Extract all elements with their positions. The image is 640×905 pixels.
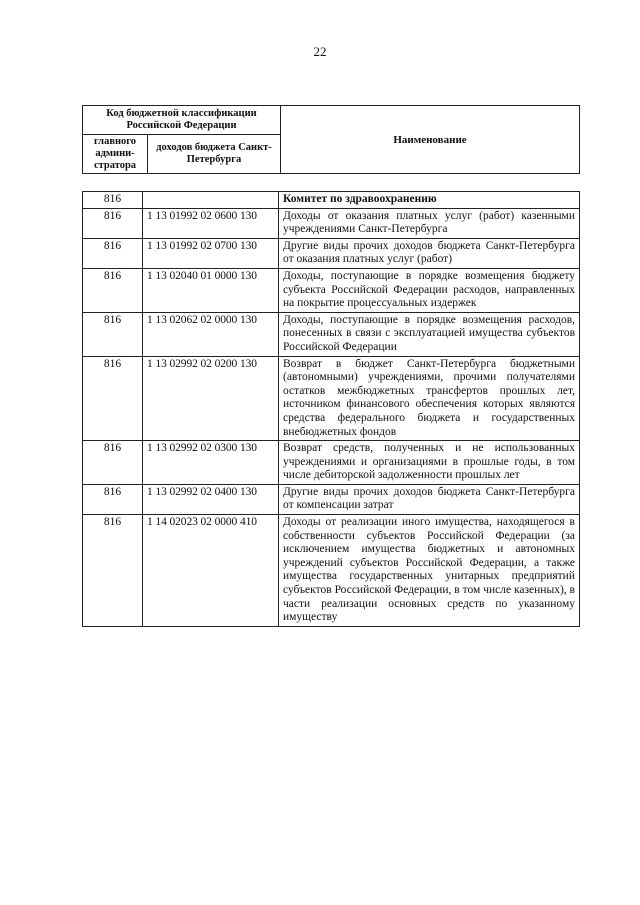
income-column-header: доходов бюджета Санкт-Петербурга <box>148 135 281 174</box>
table-row <box>83 192 580 209</box>
income-table <box>82 191 580 627</box>
name-cell: Доходы, поступающие в порядке возмещения бюджету субъекта Российской Федерации расходов, направленных на покрытие процессуальных издержек <box>279 268 580 312</box>
table-row <box>83 208 580 238</box>
admin-code-cell: 816 <box>83 208 143 238</box>
table-row <box>83 515 580 627</box>
admin-code-cell: 816 <box>83 312 143 356</box>
admin-code-cell: 816 <box>83 484 143 514</box>
table-row <box>83 441 580 485</box>
admin-code-cell: 816 <box>83 192 143 209</box>
name-cell: Возврат в бюджет Санкт-Петербурга бюджетными (автономными) учреждениями, прочими получателями остатков межбюджетных трансфертов прошлых лет, источником финансового обеспечения которых являются средства федерального бюджета и государственных внебюджетных фондов <box>279 356 580 441</box>
budget-code-cell: 1 13 01992 02 0600 130 <box>143 208 279 238</box>
name-cell: Доходы, поступающие в порядке возмещения расходов, понесенных в связи с эксплуатацией имущества субъектов Российской Федерации <box>279 312 580 356</box>
admin-code-cell: 816 <box>83 238 143 268</box>
header-table <box>82 105 580 174</box>
budget-code-cell <box>143 192 279 209</box>
budget-code-cell: 1 13 02992 02 0300 130 <box>143 441 279 485</box>
budget-code-cell: 1 13 02062 02 0000 130 <box>143 312 279 356</box>
budget-code-cell: 1 13 02992 02 0200 130 <box>143 356 279 441</box>
budget-code-cell: 1 14 02023 02 0000 410 <box>143 515 279 627</box>
admin-code-cell: 816 <box>83 515 143 627</box>
name-cell: Доходы от реализации иного имущества, находящегося в собственности субъектов Российской Федерации (за исключением имущества бюджетных и автономных учреждений субъектов Российской Федерации, а также имущества государственных унитарных предприятий субъектов Российской Федерации, в том числе казенных), в части реализации основных средств по указанному имуществу <box>279 515 580 627</box>
name-cell: Возврат средств, полученных и не использованных учреждениями и организациями в прошлые годы, в том числе дебиторской задолженности прошлых лет <box>279 441 580 485</box>
table-row <box>83 484 580 514</box>
name-cell: Другие виды прочих доходов бюджета Санкт-Петербурга от компенсации затрат <box>279 484 580 514</box>
admin-column-header: главного админи-стратора <box>83 135 148 174</box>
admin-code-cell: 816 <box>83 268 143 312</box>
income-table-body <box>83 192 580 627</box>
name-cell: Комитет по здравоохранению <box>279 192 580 209</box>
classification-title: Код бюджетной классификации Российской Федерации <box>83 106 281 135</box>
name-cell: Другие виды прочих доходов бюджета Санкт-Петербурга от оказания платных услуг (работ) <box>279 238 580 268</box>
table-row <box>83 238 580 268</box>
name-cell: Доходы от оказания платных услуг (работ) казенными учреждениями Санкт-Петербурга <box>279 208 580 238</box>
header-row <box>83 106 580 135</box>
page-number: 22 <box>313 44 327 59</box>
budget-code-cell: 1 13 02992 02 0400 130 <box>143 484 279 514</box>
admin-code-cell: 816 <box>83 441 143 485</box>
table-row <box>83 268 580 312</box>
table-row <box>83 356 580 441</box>
table-row <box>83 312 580 356</box>
name-column-header: Наименование <box>281 106 580 174</box>
budget-code-cell: 1 13 02040 01 0000 130 <box>143 268 279 312</box>
budget-code-cell: 1 13 01992 02 0700 130 <box>143 238 279 268</box>
admin-code-cell: 816 <box>83 356 143 441</box>
